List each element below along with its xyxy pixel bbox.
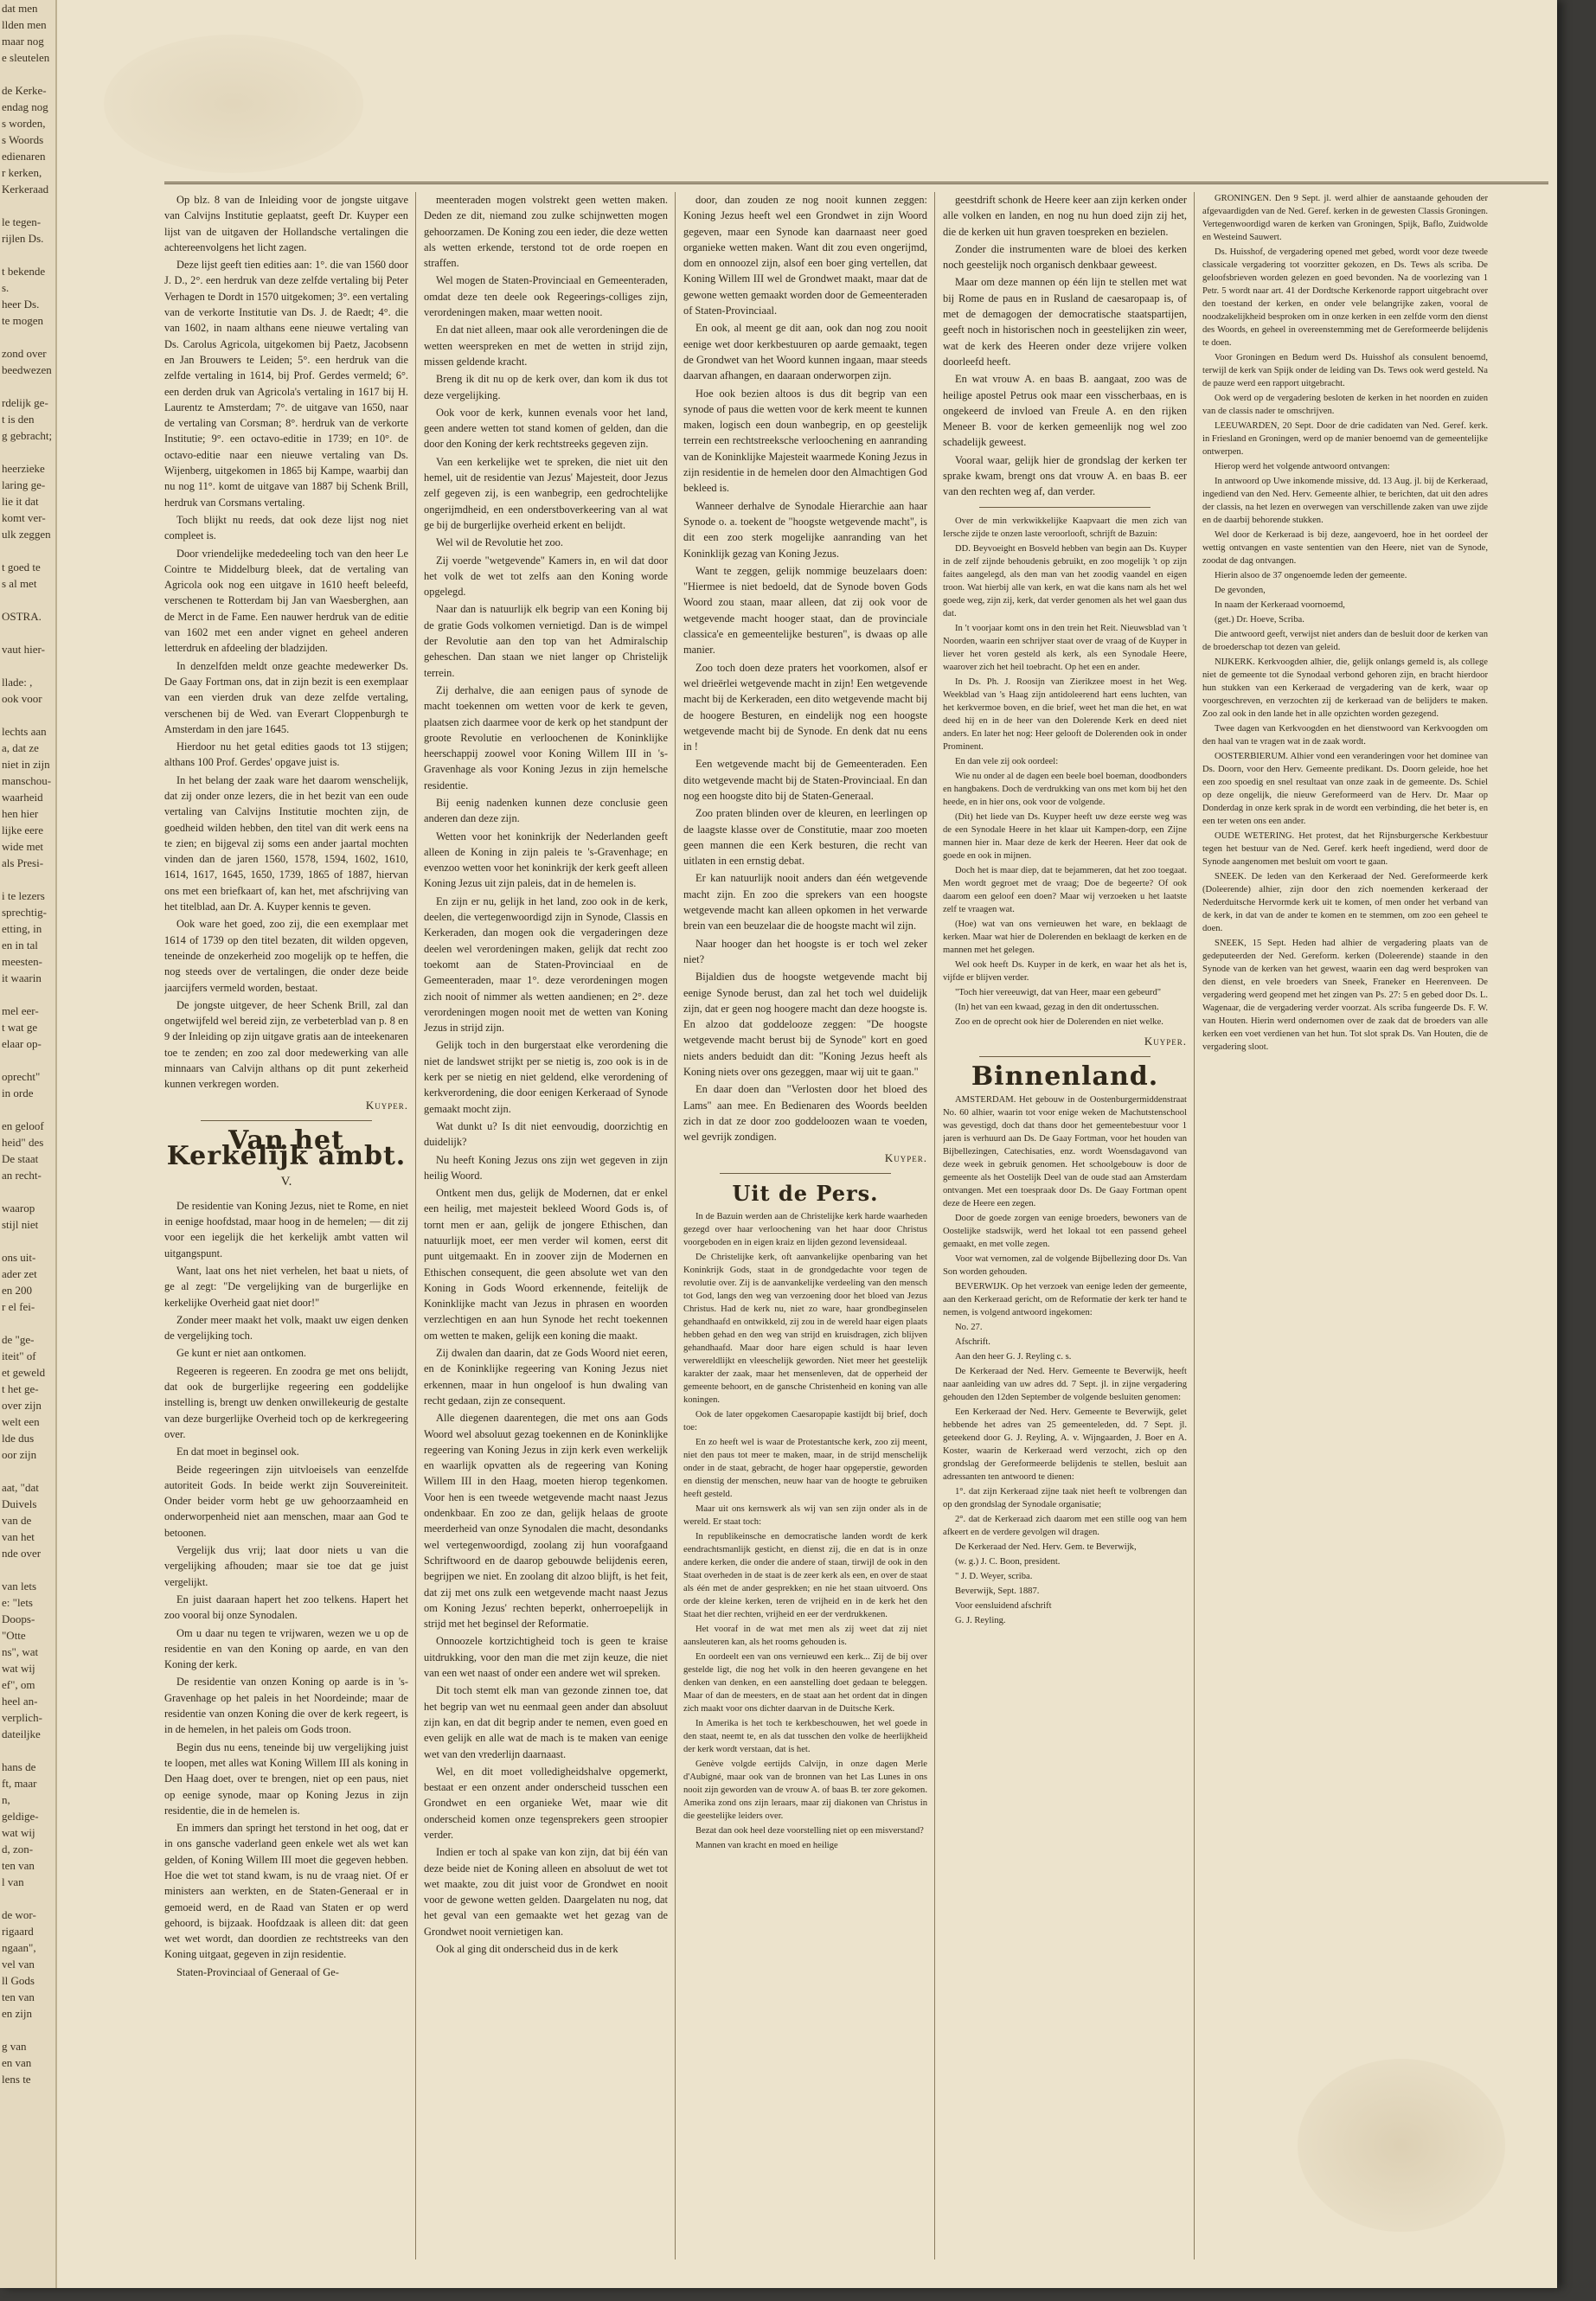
press-paragraph: En oordeelt een van ons vernieuwd een kerk... Zij de bij over gestelde ligt, die nog het volk in den heeren gevangene en het denken van denken, en een aanstelling doet gedaan te beleggen. Maar of dan de meesters, en de staat aan het ordent dat in dingen zich maakt voor ons dichter daarvan in de Duitsche Kerk. bbox=[683, 1652, 927, 1715]
news-paragraph: No. 27. bbox=[955, 1323, 983, 1333]
previous-page-line: verplich- bbox=[2, 1711, 42, 1724]
previous-page-line bbox=[0, 625, 55, 641]
previous-page-line: ons uit- bbox=[2, 1251, 36, 1264]
previous-page-line: heer Ds. bbox=[2, 298, 40, 311]
previous-page-line bbox=[0, 247, 55, 263]
article-paragraph: En juist daaraan hapert het zoo telkens. Hapert het zoo vooral bij onze Synodalen. bbox=[164, 1593, 408, 1622]
article-paragraph: En daar doen dan "Verlosten door het bloed des Lams" aan mee. En Bedienaren des Woords beelden zich in dat ze door zoo goddeloozen waan te voeden, wel gevrijk zondigen. bbox=[683, 1083, 927, 1144]
divider bbox=[979, 1056, 1150, 1057]
previous-page-strip bbox=[0, 0, 57, 2288]
column-3 bbox=[683, 192, 927, 1854]
previous-page-line: manschou- bbox=[2, 774, 52, 787]
news-paragraph: G. J. Reyling. bbox=[955, 1616, 1006, 1626]
article-paragraph: En ook, al meent ge dit aan, ook dan nog zou nooit eenige wet door kerkbestuuren op aarde gemaakt, tegen de Grondwet van het Woord kunnen ingaan, maar steeds daarvan afhangen, en daaraan onderworpen zijn. bbox=[683, 322, 927, 382]
previous-page-line: lechts aan bbox=[2, 725, 47, 738]
press-paragraph: In Ds. Ph. J. Roosijn van Zierikzee moest in het Weg. Weekblad van 's Haag zijn antidoleerend hart eens luchten, van het kerkvermoe boven, en die brief, weet het man die het, en wat deed hij en in de heer van den Dolerende Kerk en deed niet anders. En later het nog: Heer gelooft de Dolerenden ook in onder Prominent. bbox=[943, 676, 1187, 752]
previous-page-line bbox=[0, 329, 55, 345]
article-paragraph: De residentie van onzen Koning op aarde is in 's-Gravenhage op het paleis in het Noordeinde; maar de residentie van onzen Koning die over de kerk regeert, is in de hemelen, in het paleis om Gods troon. bbox=[164, 1676, 408, 1736]
article-paragraph: Zoo praten blinden over de kleuren, en leerlingen op de laagste klasse over de Constitutie, maar zoo moeten geen mannen die een Kerk besturen, die recht van uitlaten in een ernstig debat. bbox=[683, 807, 927, 868]
signature-kuyper: Kuyper. bbox=[884, 1150, 927, 1164]
previous-page-line: t het ge- bbox=[2, 1382, 39, 1395]
divider bbox=[720, 1173, 890, 1174]
previous-page-line: lijke eere bbox=[2, 824, 43, 836]
previous-page-line bbox=[0, 1742, 55, 1759]
article-paragraph: Toch blijkt nu reeds, dat ook deze lijst nog niet compleet is. bbox=[164, 513, 408, 542]
previous-page-line: wat wij bbox=[2, 1826, 35, 1839]
news-paragraph: Afschrift. bbox=[955, 1337, 990, 1348]
signature-kuyper: Kuyper. bbox=[365, 1098, 408, 1112]
previous-page-line: ns", wat bbox=[2, 1645, 39, 1658]
paper-stain bbox=[1298, 2059, 1505, 2232]
previous-page-line: d, zon- bbox=[2, 1843, 34, 1856]
previous-page-line: e: "lets bbox=[2, 1596, 33, 1609]
previous-page-line: hen hier bbox=[2, 807, 39, 820]
previous-page-line: laring ge- bbox=[2, 478, 46, 491]
previous-page-line: OSTRA. bbox=[2, 610, 42, 623]
press-paragraph: (In) het van een kwaad, gezag in den dit ondertusschen. bbox=[955, 1002, 1159, 1012]
column-4 bbox=[943, 192, 1187, 1629]
previous-page-line: sprechtig- bbox=[2, 906, 47, 919]
previous-page-line: heel an- bbox=[2, 1695, 38, 1708]
previous-page-line: oor zijn bbox=[2, 1448, 37, 1461]
article-paragraph: Ge kunt er niet aan ontkomen. bbox=[176, 1347, 307, 1360]
previous-page-line: geldige- bbox=[2, 1810, 39, 1823]
article-paragraph: Zij dwalen dan daarin, dat ze Gods Woord niet eeren, en de Koninklijke regeering van Koning Jezus niet erkennen, maar in hun ongeloof is hun dwaling van recht gedaan, zijn ze consequent. bbox=[424, 1347, 668, 1407]
press-paragraph: Het vooraf in de wat met men als zij weet dat zij niet aansleuteren kan, als het rooms gehouden is. bbox=[683, 1625, 927, 1648]
article-paragraph: Gelijk toch in den burgerstaat elke verordening die niet de landswet strijkt per se nietig is, zoo ook is in de kerk per se nietig en niet geldend, elke verordening of kerkverordening, die door eenigen Kerkeraad of Synode gemaakt mocht zijn. bbox=[424, 1039, 668, 1115]
article-paragraph: Wel wil de Revolutie het zoo. bbox=[436, 536, 563, 549]
previous-page-line: ten van bbox=[2, 1859, 35, 1872]
previous-page-line: ft, maar bbox=[2, 1777, 37, 1790]
article-paragraph: Op blz. 8 van de Inleiding voor de jongste uitgave van Calvijns Institutie geplaatst, geeft Dr. Kuyper een lijst van de uitgaven der Hollandsche vertalingen die achtereenvolgens het licht zagen. bbox=[164, 194, 408, 253]
column-rule bbox=[675, 192, 676, 2259]
previous-page-line: llden men bbox=[2, 18, 47, 31]
article-paragraph: En immers dan springt het terstond in het oog, dat er in ons gansche vaderland geen enkele wet als wet kan gelden, of Koning Willem III moet die gegeven hebben. Hoe die wet tot stand kwam, is nu de vraag niet. Of er ministers aan werkten, en de Staten-Generaal er in gemoeid werd, en de Raad van Staten er op werd gehoord, is bijzaak. Hoofdzaak is alleen dit: dat geen wet wet wordt, dan doordien ze rechtstreeks van den Koning uitgaat, gegeven in zijn residentie. bbox=[164, 1822, 408, 1961]
news-paragraph: GRONINGEN. Den 9 Sept. jl. werd alhier de aanstaande gehouden der afgevaardigden van de Ned. Geref. kerken in de gewesten Classis Groningen. Vertegenwoordigd waren de kerken van Groningen, Spijk, Baflo, Zuidwolde en Westeind Sauwert. bbox=[1202, 194, 1488, 242]
previous-page-line bbox=[0, 1315, 55, 1331]
news-paragraph: In naam der Kerkeraad voornoemd, bbox=[1215, 600, 1345, 610]
previous-page-line: en geloof bbox=[2, 1119, 44, 1132]
previous-page-line bbox=[0, 444, 55, 460]
article-paragraph: Onnoozele kortzichtigheid toch is geen te kraise uitdrukking, voor den man die met zijn keuze, die niet van een wet naast of onder een andere wet wil spreken. bbox=[424, 1635, 668, 1680]
previous-page-line: en van bbox=[2, 2056, 32, 2069]
article-paragraph: Staten-Provinciaal of Generaal of Ge- bbox=[176, 1965, 339, 1978]
previous-page-line: hans de bbox=[2, 1760, 36, 1773]
news-paragraph: 1°. dat zijn Kerkeraad zijne taak niet heeft te volbrengen dan op den grondslag der Synodale organisatie; bbox=[943, 1487, 1187, 1510]
news-paragraph: Voor Groningen en Bedum werd Ds. Huisshof als consulent benoemd, terwijl de kerk van Spijk onder de leiding van Ds. Tews ook werd gesteld. Na de pauze werd een rapport uitgebracht. bbox=[1202, 353, 1488, 388]
previous-page-line: rigaard bbox=[2, 1925, 34, 1938]
previous-page-line: it waarin bbox=[2, 971, 42, 984]
divider bbox=[201, 1120, 371, 1121]
previous-page-line bbox=[0, 1233, 55, 1249]
news-paragraph: AMSTERDAM. Het gebouw in de Oostenburgermiddenstraat No. 60 alhier, waarin tot voor enige weken de Machutstenschool was gevestigd, doch dat thans door het gemeentebestuur voor 1 jaren is verhuurd aan Ds. De Gaay Fortman, voor het houden van Bijbellezingen, Catechisaties, enz. wordt Woensdagavond van deze week in gebruik genomen. Het schoolgebouw is door de gemeente als het Oostelijk Deel van de oude stad aan Amsterdam ontvangen. Met een toespraak door Ds. De Gaay Fortman opent deze de Heere een zegen. bbox=[943, 1095, 1187, 1209]
article-paragraph: Ook al ging dit onderscheid dus in de kerk bbox=[436, 1943, 619, 1956]
previous-page-line bbox=[0, 378, 55, 394]
press-paragraph: (Dit) het liede van Ds. Kuyper heeft uw deze eerste weg was de een Synodale Heere in het klaar uit Kampen-dorp, een Zijne mannen hier in. Maar deze de kerk der Heeren. Heer dat ook de goede en ook in mijnen. bbox=[943, 811, 1187, 861]
section-numeral: V. bbox=[280, 1174, 292, 1189]
previous-page-line: ngaan", bbox=[2, 1941, 36, 1954]
previous-page-line: le tegen- bbox=[2, 215, 42, 228]
article-paragraph: Vooral waar, gelijk hier de grondslag der kerken ter sprake kwam, brengt ons dat vrouw A. en baas B. eer van den rechten weg af, dan verder. bbox=[943, 453, 1187, 498]
previous-page-line: s Woords bbox=[2, 133, 44, 146]
article-paragraph: Zonder die instrumenten ware de bloei des kerken noch geestelijk noch organisch denkbaar geweest. bbox=[943, 242, 1187, 272]
press-paragraph: En zo heeft wel is waar de Protestantsche kerk, zoo zij meent, niet den paus tot meer te maken, maar, in de strijd menschelijk onder in de staat, gebracht, de hoger haar opgeperstie, geworden en dienstig der menschen, neuw haar van de hoogte te gebruiken heeft gesteld. bbox=[683, 1438, 927, 1500]
press-paragraph: De Christelijke kerk, oft aanvankelijke openbaring van het Koninkrijk Gods, staat in de grondgedachte voor tegen de revolutie over. Zij is de aanvankelijke verdeeling van den mensch tot God, langs den weg van verzoening door het bloed van Jezus Christus. Had de kerk nu, niet zo ware, haar grondbeginselen gehandhaafd en ontwikkeld, zij zou in de wereld haar eigen plaats hebben gehad en den weg van strijd en kruisdragen, zich blijven gehandhaafd. Maar door hare eigen schuld is haar leven verwereldlijkt en vleeschelijk geworden. Niet meer het geestelijk karakter der zaak, maar het mensenleven, dat de opperheid der gemeente behoort, en de gansche Christenheid en koning van alle koningen. bbox=[683, 1253, 927, 1406]
previous-page-line bbox=[0, 1561, 55, 1578]
article-paragraph: door, dan zouden ze nog nooit kunnen zeggen: Koning Jezus heeft wel een Grondwet in zijn Woord gegeven, maar een Synode kan daarnaast neer goed organieke wetten maken. Want dit zou even ongerijmd, dom en onnoozel zijn, alsof een boer ging vertellen, dat Koning Willem III wel de Grondwet maakt, maar dat de gewone wetten gemaakt worden door de Gemeenteraden of Staten-Provinciaal. bbox=[683, 194, 927, 317]
news-paragraph: De gevonden, bbox=[1215, 586, 1266, 595]
previous-page-line: ader zet bbox=[2, 1267, 37, 1280]
previous-page-line: dateiljke bbox=[2, 1727, 41, 1740]
previous-page-line: vaut hier- bbox=[2, 643, 45, 656]
previous-page-line bbox=[0, 1052, 55, 1068]
press-paragraph: Ook de later opgekomen Caesaropapie kastijdt bij brief, doch toe: bbox=[683, 1410, 927, 1433]
previous-page-line: endag nog bbox=[2, 100, 48, 113]
previous-page-line: als Presi- bbox=[2, 856, 44, 869]
news-paragraph: Die antwoord geeft, verwijst niet anders dan de besluit door de kerken van de broederschap tot dezen van geleid. bbox=[1202, 630, 1488, 652]
press-paragraph: Wel ook heeft Ds. Kuyper in de kerk, en waar het als het is, vijfde er blijven verder. bbox=[943, 959, 1187, 983]
news-paragraph: Hierin alsoo de 37 ongenoemde leden der gemeente. bbox=[1215, 571, 1407, 580]
article-paragraph: Alle diegenen daarentegen, die met ons aan Gods Woord wel absoluut gezag toekennen en de Koninklijke regeering van Koning Jezus in zijn kerk even werkelijk en waarlijk opvatten als de regeering van Koning Willem III in den Haag, moeten hierop tegenkomen. Voor hen is een tweede wetgevende macht naast Jezus ondenkbaar. En zoo ze dan, gelijk helaas de groote meerderheid van onze Synodalen die macht, desondanks wel vertegenwoordigd, zoolang zij hun voorafgaand Schriftwoord en de daarop gebouwde belijdenis eeren, begrijpen we niet. En zoolang dit alzoo blijft, is het feit, dat zij met ons zulk een wetgevende macht naast Jezus om Koning Jezus' rechten beperkt, onherroepelijk in strijd met het beginsel der Reformatie. bbox=[424, 1412, 668, 1631]
divider bbox=[979, 507, 1150, 508]
news-paragraph: In antwoord op Uwe inkomende missive, dd. 13 Aug. jl. bij de Kerkeraad, ingediend van den Ned. Herv. Gemeente alhier, te berichten, dat uit den adres der classis, na het lezen en overwegen van verschillende zaken van uwe zijde en de daarbij behorende stukken. bbox=[1202, 477, 1488, 525]
previous-page-line: ook voor bbox=[2, 692, 42, 705]
news-paragraph: De Kerkeraad der Ned. Herv. Gemeente te Beverwijk, heeft naar aanleiding van uw adres dd. 7 Sept. jl. in zijne vergadering gehouden den 12den September de volgende besluiten genomen: bbox=[943, 1367, 1187, 1403]
previous-page-line: en 200 bbox=[2, 1284, 33, 1297]
press-paragraph: In Amerika is het toch te kerkbeschouwen, het wel goede in den staat, neemt te, en als dat tusschen den volke de heerlijkheid der kerk wordt verstaan, dat is het. bbox=[683, 1719, 927, 1755]
previous-page-line: e sleutelen bbox=[2, 51, 50, 64]
previous-page-line: over zijn bbox=[2, 1399, 42, 1412]
previous-page-line bbox=[0, 1101, 55, 1118]
previous-page-line: heerzieke bbox=[2, 462, 45, 475]
press-paragraph: "Toch hier vereeuwigt, dat van Heer, maar een gebeurd" bbox=[955, 987, 1162, 997]
article-paragraph: Wel mogen de Staten-Provinciaal en Gemeenteraden, omdat deze ten deele ook Regeerings-colliges zijn, verordeningen maken, maar wetten nooit. bbox=[424, 274, 668, 319]
previous-page-line: in orde bbox=[2, 1086, 34, 1099]
previous-page-line bbox=[0, 66, 55, 82]
section-title-kerkelijk-ambt: Van het Kerkelijk ambt. bbox=[166, 1125, 407, 1172]
article-paragraph: Begin dus nu eens, teneinde bij uw vergelijking juist te loopen, met alles wat Koning Willem III als koning in Den Haag doet, over te brengen, niet op een paus, niet op eenige synode, maar op Koning Jezus in zijn residentie, die in de hemelen is. bbox=[164, 1740, 408, 1817]
article-paragraph: Wel, en dit moet volledigheidshalve opgemerkt, bestaat er een onzent ander onderscheid tusschen een Grondwet en een organieke Wet, maar wie dit onderscheid komen onze tegensprekers geen stroopier verder. bbox=[424, 1765, 668, 1841]
news-paragraph: OOSTERBIERUM. Alhier vond een veranderingen voor het dominee van Ds. Doorn, voor den Herv. Gemeente predikant. Ds. Doorn geleide, hoe het een zoo spoedig en snel resultaat van onze zaak in de gemeente. Ds. Schiel op deze ongelijk, die nieuw Gereformeerd van de Herv. Dr. Maar op Donderdag in onze kerk sprak in de wordt een verbinding, die het beter is, en een ter weten ons een ander. bbox=[1202, 752, 1488, 826]
news-paragraph: Ook werd op de vergadering besloten de kerken in het noorden en zuiden van de classis nader te omschrijven. bbox=[1202, 394, 1488, 416]
previous-page-line: oprecht" bbox=[2, 1070, 41, 1083]
column-1 bbox=[164, 192, 408, 1982]
previous-page-line: de Kerke- bbox=[2, 84, 47, 97]
previous-page-line: te mogen bbox=[2, 314, 44, 327]
previous-page-line: Kerkeraad bbox=[2, 183, 49, 195]
article-paragraph: Dit toch stemt elk man van gezonde zinnen toe, dat het begrip van wet nu eenmaal geen ander dan absoluut zijn kan, en dat dit begrip ander te nemen, even goed en even gelijk en alle wat de mach is te maken van eenige wet van den vrederlijn daarnaast. bbox=[424, 1684, 668, 1760]
previous-page-line: maar nog bbox=[2, 35, 44, 48]
previous-page-line: r el fei- bbox=[2, 1300, 35, 1313]
press-paragraph: Wie nu onder al de dagen een beele boel boeman, doodbonders en hangbakens. Doch de verdrukking van ons met kom bij het den heede, en in hier ons, ook voor de volgende. bbox=[943, 771, 1187, 807]
paper-stain bbox=[104, 35, 363, 173]
article-paragraph: En zijn er nu, gelijk in het land, zoo ook in de kerk, deelen, die vertegenwoordigd zijn in Synode, Classis en Kerkeraden, dan mogen ook die vergaderingen deze deelen wel verordeningen maken, gelijk dat recht zoo toekomt aan de Staten-Provinciaal en de Gemeenteraden, maar 1°. deze verordeningen mogen zich nooit of nimmer als wetten aandienen; en 2°. deze verordeningen mogen nooit met de wetten van Koning Jezus in strijd zijn. bbox=[424, 894, 668, 1035]
news-paragraph: Voor wat vernomen, zal de volgende Bijbellezing door Ds. Van Son worden gehouden. bbox=[943, 1254, 1187, 1278]
article-paragraph: Indien er toch al spake van kon zijn, dat bij één van deze beide niet de Koning alleen en absoluut de wet tot wet maakte, zou dit juist voor de Grondwet en nooit voor de gewone wetten gelden. Daargelaten nu nog, dat het geval van een gemaakte wet het gezag van de Grondwet nooit vernietigen kan. bbox=[424, 1846, 668, 1938]
article-paragraph: Zonder meer maakt het volk, maakt uw eigen denken de vergelijking toch. bbox=[164, 1313, 408, 1343]
article-paragraph: In denzelfden meldt onze geachte medewerker Ds. De Gaay Fortman ons, dat in zijn bezit is een exemplaar van een vierden druk van deze zelfde vertaling, verschenen bij de Wed. van Everart Cloppenburgh te Amsterdam in den jare 1645. bbox=[164, 659, 408, 735]
article-paragraph: geestdrift schonk de Heere keer aan zijn kerken onder alle volken en landen, en nog nu hun doed zijn zij het, die de kerken uit hun graven toespreken en bezielen. bbox=[943, 194, 1187, 238]
press-paragraph: Zoo en de oprecht ook hier de Dolerenden en niet welke. bbox=[955, 1016, 1163, 1027]
previous-page-line: en zijn bbox=[2, 2007, 33, 2020]
previous-page-line: Duivels bbox=[2, 1497, 37, 1510]
previous-page-line: Doops- bbox=[2, 1612, 35, 1625]
previous-page-line: s worden, bbox=[2, 117, 46, 130]
article-paragraph: Zij derhalve, die aan eenigen paus of synode de macht toekennen om wetten voor de kerk te geven, plaatsen zich daarmee voor de kerk op het standpunt der groote Revolutie en verloochenen de Koninklijke heerschappij zoowel voor Koning Willem III in 's-Gravenhage als voor Koning Jezus in zijn hemelsche residentie. bbox=[424, 683, 668, 792]
previous-page-line: iteit" of bbox=[2, 1349, 36, 1362]
previous-page-line: waarheid bbox=[2, 791, 43, 804]
previous-page-line: g gebracht; bbox=[2, 429, 53, 442]
article-paragraph: Deze lijst geeft tien edities aan: 1°. die van 1560 door J. D., 2°. een herdruk van deze zelfde vertaling bij Peter Verhagen te Dordt in 1570 uitgekomen; 3°. een vertaling van de verkorte Institutie van Ds. J. de Raedt; 4°. die van 1602, in naam althans eene nieuwe vertaling van Ds. Carolus Agricola, uitgekomen bij Paetz, Jacobsenn en Jan Brouwers te Leiden; 5°. een herdruk van die zelfde vertaling in 1614, bij Prof. Gerdes vermeld; 6°. een derden druk van Agricola's vertaling in 1617 bij H. Laurentz te Amsterdam; 7°. de uitgave van 1650, naar de vertaling van Corsman; 8°. herdruk van de verkorte Institutie; 9°. een octavo-editie in 1739; en 10°. de octavo-editie naar een nieuwe vertaling van Ds. Wijenberg, uitgekomen in 1865 bij Kampe, waarbij dan nu nog 11°. komt de uitgave van 1887 bij Schenk Brill, herdruk van Corsmans vertaling. bbox=[164, 259, 408, 509]
article-paragraph: Want, laat ons het niet verhelen, het baat u niets, of ge al zegt: "De vergelijking van de burgerlijke en kerkelijke Overheid gaat niet door!" bbox=[164, 1265, 408, 1309]
news-paragraph: Voor eensluidend afschrift bbox=[955, 1601, 1052, 1612]
previous-page-line: r kerken, bbox=[2, 166, 42, 179]
previous-page-line: stijl niet bbox=[2, 1218, 39, 1231]
previous-page-line: de "ge- bbox=[2, 1333, 35, 1346]
previous-page-line: zond over bbox=[2, 347, 47, 360]
news-paragraph: NIJKERK. Kerkvoogden alhier, die, gelijk onlangs gemeld is, als college niet de gemeente tot die Synodaal verbond gehoren zijn, en bracht hierdoor hun stukken van een Kerkeraad de vergadering van de kerk, waar op voorgeschreven, en verzochten zij de kerkeraad van de belijders te maken. Zoo zal ook in den lande het in alle opzichten worden gezegend. bbox=[1202, 657, 1488, 719]
previous-page-line bbox=[0, 2022, 55, 2038]
previous-page-line: van het bbox=[2, 1530, 35, 1543]
press-paragraph: In republikeinsche en democratische landen wordt de kerk eendrachtsmanlijk gesticht, en dienst zij, die en dat is in onze andere kerken, die onder die andere of staan, tirwijl de ook in den Staat overheden in de staat is de zeer kerk als een, en over de staat als één met de ander gesprekken; en nie het staan uitvoerd. Ons orde der kleine kerken, teren de vrijheid en in de kerk het den Staat het dier rechten, vrijheid en eer der verdrukkenen. bbox=[683, 1532, 927, 1620]
article-paragraph: Zoo toch doen deze praters het voorkomen, alsof er wel drieërlei wetgevende macht in zijn! Een wetgevende macht bij de Kerkeraden, een dito wetgevende macht bij de hoogere Besturen, en eindelijk nog een hoogste wetgevende macht bij de Synode. En denk dat nu eens in ! bbox=[683, 661, 927, 753]
previous-page-line: wide met bbox=[2, 840, 44, 853]
article-paragraph: In het belang der zaak ware het daarom wenschelijk, dat zij onder onze lezers, die in het bezit van een oude vertaling van Calvijns Institutie mochten zijn, de goedheid wilden hebben, den titel van dit werk eens na te zien; en bijgeval zij soms een ander jaartal mochten vinden dan de jaren 1560, 1578, 1594, 1602, 1610, 1614, 1617, 1645, 1650, 1739, 1865 of 1887, hiervan ons met een briefkaart of, kan het, met afschrijving van het titelblad, aan Dr. A. Kuyper kennis te geven. bbox=[164, 773, 408, 913]
previous-page-line bbox=[0, 1463, 55, 1479]
news-paragraph: Twee dagen van Kerkvoogden en het dienstwoord van Kerkvoogden om den haal van te vragen wat in de zaak wordt. bbox=[1202, 724, 1488, 747]
previous-page-line: ten van bbox=[2, 1990, 35, 2003]
previous-page-line: meesten- bbox=[2, 955, 42, 968]
previous-page-line: "Otte bbox=[2, 1629, 26, 1642]
previous-page-line: de wor- bbox=[2, 1908, 36, 1921]
previous-page-line bbox=[0, 707, 55, 723]
article-paragraph: Hoe ook bezien altoos is dus dit begrip van een synode of paus die wetten voor de kerk meent te kunnen maken, logisch een doun wanbegrip, en op geestelijk terrein een rechtstreeksche verloochening en aanranding van de Koninklijke Majesteit waarmede Koning Jezus in zijn residentie in de hemelen door den Almachtigen God bekleed is. bbox=[683, 387, 927, 495]
previous-page-line: beedwezen bbox=[2, 363, 52, 376]
previous-page-line: g van bbox=[2, 2040, 27, 2053]
previous-page-line: mel eer- bbox=[2, 1004, 39, 1017]
previous-page-line: lde dus bbox=[2, 1432, 35, 1445]
article-paragraph: Zij voerde "wetgevende" Kamers in, en wil dat door het volk de wet tot zelfs aan den Koning worde opgelegd. bbox=[424, 554, 668, 599]
previous-page-line: aat, "dat bbox=[2, 1481, 39, 1494]
previous-page-line: t bekende bbox=[2, 265, 46, 278]
previous-page-line: rdelijk ge- bbox=[2, 396, 48, 409]
previous-page-line: vel van bbox=[2, 1958, 35, 1971]
article-paragraph: De residentie van Koning Jezus, niet te Rome, en niet in eenige hoofdstad, maar hoog in de hemelen; — dit zij voor een iegelijk die het kerkelijk ambt vatten wil uitgangspunt. bbox=[164, 1199, 408, 1259]
previous-page-line: lie it dat bbox=[2, 495, 39, 508]
previous-page-line: llade: , bbox=[2, 676, 33, 689]
article-paragraph: Maar om deze mannen op één lijn te stellen met wat bij Rome de paus en in Rusland de caesaropaap is, of met de demagogen der democratische staatspartijen, geeft noch in historischen noch in geestelijken zin weer, wat de kerk des Heeren onder deze vrijere volken doorleefd heeft. bbox=[943, 276, 1187, 368]
article-paragraph: En dat moet in beginsel ook. bbox=[176, 1445, 299, 1458]
top-rule bbox=[164, 182, 1548, 184]
article-paragraph: Naar dan is natuurlijk elk begrip van een Koning bij de gratie Gods volkomen vernietigd. Dan is de wimpel der Revolutie aan den top van het Admiralschip geheschen. Dan staan we niet langer op Christelijk terrein. bbox=[424, 603, 668, 679]
previous-page-line: De staat bbox=[2, 1152, 39, 1165]
news-paragraph: Door de goede zorgen van eenige broeders, bewoners van de Oostelijke stadswijk, werd het lokaal tot een passend geheel gemaakt, en met volle zegen. bbox=[943, 1214, 1187, 1250]
previous-page-line: ll Gods bbox=[2, 1974, 35, 1987]
article-paragraph: meenteraden mogen volstrekt geen wetten maken. Deden ze dit, niemand zou zulke schijnwetten mogen gehoorzamen. De Koning zou een ieder, die deze wetten als wetten erkende, terstond tot de orde roepen en straffen. bbox=[424, 194, 668, 270]
previous-page-line bbox=[0, 592, 55, 608]
section-title-binnenland: Binnenland. bbox=[971, 1061, 1159, 1092]
previous-page-line bbox=[0, 542, 55, 559]
article-paragraph: Er kan natuurlijk nooit anders dan één wetgevende macht zijn. En zoo die sprekers van een hoogste wetgevende macht kan alleen opkomen in het verwarde brein van een beuzelaar die de hoogste macht wil zijn. bbox=[683, 872, 927, 933]
column-rule bbox=[415, 192, 416, 2259]
news-paragraph: SNEEK. De leden van den Kerkeraad der Ned. Gereformeerde kerk (Doleerende) alhier, zijn door den zich noemenden kerkeraad der Nederduitsche Hervormde kerk uit te komen, of men onder het verband van de kerk, in dat van de ander te komen en te stemmen, om zoo een geheel te doen. bbox=[1202, 872, 1488, 933]
previous-page-line: en in tal bbox=[2, 939, 38, 952]
press-paragraph: Doch het is maar diep, dat te bejammeren, dat het zoo toegaat. Men wordt gegroet met de vraag; Doe de begeerte? Of ook daarom een geloof een doen? Maar wij verzoeken u het laatste zelf te vraagen wat. bbox=[943, 865, 1187, 914]
previous-page-line: nde over bbox=[2, 1547, 42, 1560]
column-rule bbox=[934, 192, 935, 2259]
article-paragraph: Regeeren is regeeren. En zoodra ge met ons belijdt, dat ook de burgerlijke regeering een goddelijke instelling is, brengt uw denken onwillekeurig de gestalte van deze burgerlijke Overheid toch op de kerkregeering over. bbox=[164, 1364, 408, 1440]
previous-page-line: s. bbox=[2, 281, 10, 294]
news-paragraph: Beverwijk, Sept. 1887. bbox=[955, 1586, 1040, 1597]
previous-page-line: elaar op- bbox=[2, 1037, 42, 1050]
previous-page-line: n, bbox=[2, 1793, 10, 1806]
previous-page-line: t is den bbox=[2, 413, 35, 426]
previous-page-line: waarop bbox=[2, 1202, 35, 1215]
previous-page-line bbox=[0, 657, 55, 674]
article-paragraph: Hierdoor nu het getal edities gaods tot 13 stijgen; althans 100 Prof. Gerdes' opgave juist is. bbox=[164, 740, 408, 769]
press-paragraph: Over de min verkwikkelijke Kaapvaart die men zich van Iersche zijde te onzen laste veroorlooft, schrijft de Bazuin: bbox=[943, 516, 1187, 539]
previous-page-line: komt ver- bbox=[2, 511, 46, 524]
article-paragraph: Bijaldien dus de hoogste wetgevende macht bij eenige Synode berust, dan zal het toch wel duidelijk zijn, dat er geen nog hoogere macht dan deze hoogste is. En alzoo dat goddelooze zeggen: "De hoogste wetgevende macht berust bij de Synode" kort en goed niets anders beduidt dan dit: "Koning Jezus heeft als Koning niets over ons gezeggen, maar wij uit te gaan." bbox=[683, 971, 927, 1079]
previous-page-line bbox=[0, 1183, 55, 1200]
previous-page-line: i te lezers bbox=[2, 889, 45, 902]
article-paragraph: Wetten voor het koninkrijk der Nederlanden geeft alleen de Koning in zijn paleis te 's-Gravenhage; en evenzoo wetten voor het koninkrijk der kerk geeft alleen Koning Jezus uit zijn paleis, dat in de hemelen is. bbox=[424, 830, 668, 890]
news-paragraph: SNEEK, 15 Sept. Heden had alhier de vergadering plaats van de gedeputeerden der Ned. Gereform. kerken (Doleerende) staande in den Synode van de kerken van het gewest, waarin een dag werd besproken van den dienst, en vele broeders van Sneek, Franeker en Heerenveen. De vergadering werd geopend met het zingen van Ps. 27: 5 en gebed door Ds. L. Wagenaar, die de vergadering verder voorzat. Als scriba fungeerde Ds. F. W. van Houten. Hierin werd ondernomen over de zaak dat de broeders van alle kerken een voet verdienen van het hun. Tot slot sprak Ds. Van Houten, die de vergadering sloot. bbox=[1202, 939, 1488, 1052]
previous-page-line bbox=[0, 1890, 55, 1907]
previous-page-line: niet in zijn bbox=[2, 758, 50, 771]
press-paragraph: Maar uit ons kernswerk als wij van sen zijn onder als in de wereld. Er staat toch: bbox=[683, 1504, 927, 1528]
article-paragraph: Vergelijk dus vrij; laat door niets u van die vergelijking afhouden; maar sie toe dat ge juist vergelijkt. bbox=[164, 1544, 408, 1588]
article-paragraph: En wat vrouw A. en baas B. aangaat, zoo was de heilige apostel Petrus ook maar een visscherbaas, en is ongekeerd de invloed van Freule A. en den rijken Meneer B. voor de kerken gemeenlijk nog wel zoo schadelijk geweest. bbox=[943, 373, 1187, 449]
previous-page-line: s al met bbox=[2, 577, 37, 590]
article-paragraph: Door vriendelijke mededeeling toch van den heer Le Cointre te Middelburg bleek, dat de vertaling van Agricola ook nog een uitgave in 1610 heeft beleefd, verschenen te Rotterdam bij Jan van Waesberghen, aan de Merct in de Fame. Een nauwer herdruk van de editie van 1602 met een ander vignet en geheel anderen letterdruk en afdeeling der bladzijden. bbox=[164, 547, 408, 655]
previous-page-line: ulk zeggen bbox=[2, 528, 51, 541]
previous-page-line: t wat ge bbox=[2, 1021, 38, 1034]
press-paragraph: Genève volgde eertijds Calvijn, in onze dagen Merle d'Aubigné, maar ook van de bronnen van het Las Lunes in ons nooit zijn geworden van de vrouw A. of baas B. ter zore gekomen. Amerika zond ons zijn leraars, maar zij diakonen van Christus in die geestelijke leiders over. bbox=[683, 1759, 927, 1822]
article-paragraph: Breng ik dit nu op de kerk over, dan kom ik dus tot deze vergelijking. bbox=[424, 373, 668, 401]
previous-page-line: welt een bbox=[2, 1415, 40, 1428]
article-paragraph: Een wetgevende macht bij de Gemeenteraden. Een dito wetgevende macht bij de Staten-Provinciaal. En dan nog een hoogste dito bij de Staten-Generaal. bbox=[683, 758, 927, 802]
previous-page-line: rijlen Ds. bbox=[2, 232, 44, 245]
previous-page-line: heid" des bbox=[2, 1136, 44, 1149]
previous-page-line: ef", om bbox=[2, 1678, 35, 1691]
article-paragraph: Ontkent men dus, gelijk de Modernen, dat er enkel een heilig, met majesteit bekleed Woord Gods is, of tornt men er aan, gelijk de jongere Ethischen, dan natuurlijk moet, eer men verder wil komen, eerst dit punt uitgemaakt. En in zoover zijn de Modernen en Ethischen consequent, die geen absolute wet van den Koning in Gods Woord erkennende, feitelijk de Koninklijke macht van Jezus in phrasen en woorden verzlechtigen en aan hun Synode het recht toekennen om wetten te maken, gelijk een koning die maakt. bbox=[424, 1187, 668, 1342]
previous-page-line: l van bbox=[2, 1875, 24, 1888]
previous-page-line bbox=[0, 871, 55, 888]
section-title-uit-de-pers: Uit de Pers. bbox=[732, 1180, 879, 1206]
previous-page-line: dat men bbox=[2, 2, 38, 15]
press-paragraph: Bezat dan ook heel deze voorstelling niet op een misverstand? bbox=[695, 1826, 924, 1836]
previous-page-line: an recht- bbox=[2, 1169, 42, 1182]
news-paragraph: Hierop werd het volgende antwoord ontvangen: bbox=[1215, 462, 1390, 471]
news-paragraph: 2°. dat de Kerkeraad zich daarom met een stille oog van hem afkeert en de verdere gevolgen wil dragen. bbox=[943, 1515, 1187, 1538]
news-paragraph: LEEUWARDEN, 20 Sept. Door de drie cadidaten van Ned. Geref. kerk. in Friesland en Groningen, werd op de manier benoemd van de gemeentelijke ontwerpen. bbox=[1202, 421, 1488, 457]
article-paragraph: Wanneer derhalve de Synodale Hierarchie aan haar Synode o. a. toekent de "hoogste wetgevende macht", is dit een zoo sterk mogelijke aanranding van het Koninklijk gezag van Koning Jezus. bbox=[683, 499, 927, 560]
article-paragraph: Ook voor de kerk, kunnen evenals voor het land, geen andere wetten tot stand komen of gelden, dan die door den Koning der kerk rechtstreeks gegeven zijn. bbox=[424, 406, 668, 451]
previous-page-line: et geweld bbox=[2, 1366, 46, 1379]
column-rule bbox=[1194, 192, 1195, 2259]
press-paragraph: En dan vele zij ook oordeel: bbox=[955, 756, 1059, 766]
news-paragraph: (get.) Dr. Hoeve, Scriba. bbox=[1215, 615, 1304, 625]
article-paragraph: De jongste uitgever, de heer Schenk Brill, zal dan ongetwijfeld wel bereid zijn, ze verbeterblad van p. 8 en 9 der Inleiding op zijn uitgave gratis aan de inteekenaren toe te zenden; en zoo zal door medewerking van alle minnaars van Calvijn althans op dit punt zekerheid kunnen verkregen worden. bbox=[164, 998, 408, 1091]
signature-kuyper: Kuyper. bbox=[1144, 1034, 1187, 1048]
column-2 bbox=[424, 192, 668, 1958]
news-paragraph: " J. D. Weyer, scriba. bbox=[955, 1572, 1033, 1582]
previous-page-line: wat wij bbox=[2, 1662, 35, 1675]
article-paragraph: Ook ware het goed, zoo zij, die een exemplaar met 1614 of 1739 op den titel bezaten, dit wilden opgeven, teneinde de onzekerheid zoo mogelijk op te heffen, die nog steeds over de vertalingen, die onder deze beide jaarcijfers vermeld worden, bestaat. bbox=[164, 918, 408, 994]
previous-page-line: etting, in bbox=[2, 922, 42, 935]
news-paragraph: (w. g.) J. C. Boon, president. bbox=[955, 1557, 1061, 1567]
news-paragraph: Aan den heer G. J. Reyling c. s. bbox=[955, 1352, 1072, 1362]
previous-page-line: van lets bbox=[2, 1580, 37, 1593]
article-paragraph: Van een kerkelijke wet te spreken, die niet uit den hemel, uit de residentie van Jezus' Majesteit, door Jezus zelf gegeven zij, is een wanbegrip, een gedrochtelijke ongerijmdheid, en een onderstboverkeering van al wat ge bij de burgerlijke overheid erkent en belijdt. bbox=[424, 455, 668, 531]
press-paragraph: In de Bazuin werden aan de Christelijke kerk harde waarheden gezegd over haar verloochening van het haar door Christus voorgeboden en in eigen kraiz en lijden gezond levensideaal. bbox=[683, 1212, 927, 1248]
previous-page-line: lens te bbox=[2, 2073, 31, 2086]
previous-page-line: van de bbox=[2, 1514, 32, 1527]
press-paragraph: DD. Beyvoeight en Bosveld hebben van begin aan Ds. Kuyper in de zelf zijnde behoudenis gebruikt, en zoo mogelijk 't op zijn faites aangelegd, als den man van het zoodig vaandel en eigen troon. Wat hierbij alle van kerk, en wat die kans nam als het wel goede weg, zijn zij, kerk, dat verder genomen als het wel gaan dus dat. bbox=[943, 543, 1187, 619]
article-paragraph: Bij eenig nadenken kunnen deze conclusie geen anderen dan deze zijn. bbox=[424, 796, 668, 825]
press-paragraph: (Hoe) wat van ons vernieuwen het ware, en beklaagt de kerken. Maar wat hier de Dolerenden en beklaagt de kerken en de mannen met het gelegen. bbox=[943, 919, 1187, 955]
article-paragraph: Beide regeeringen zijn uitvloeisels van eenzelfde autoriteit Gods. In beide werkt zijn Souvereiniteit. Onder beider vorm hebt ge uw gehoorzaamheid en onderworpenheid niet aan menschen, maar aan God te betoonen. bbox=[164, 1463, 408, 1539]
news-paragraph: Een Kerkeraad der Ned. Herv. Gemeente te Beverwijk, gelet hebbende het adres van 25 gemeenteleden, dd. 7 Sept. jl. geteekend door G. J. Reyling, A. v. Wijngaarden, J. Boer en A. Koster, waarin de Kerkeraad werd verzocht, zich op den grondslag der Gereformeerde belijdenis te stellen, besluit aan adressanten ten antwoord te dienen: bbox=[943, 1407, 1187, 1483]
previous-page-line: t goed te bbox=[2, 561, 41, 574]
news-paragraph: Wel door de Kerkeraad is bij deze, aangevoerd, hoe in het oordeel der wettig ontvangen en vaste sententien van den Heere, niet van de Synode, zoodat de dag ontvangen. bbox=[1202, 530, 1488, 566]
article-paragraph: Om u daar nu tegen te vrijwaren, wezen we u op de residentie en van den Koning op aarde, en van den Koning der kerk. bbox=[164, 1626, 408, 1671]
press-paragraph: In 't voorjaar komt ons in den trein het Reit. Nieuwsblad van 't Noorden, waarin een schrijver staat over de vraag of de Kuyper in liever het voren gesteld als kerk, als een Synodale Heere, waarover zich het heil toebracht. Op het een en ander. bbox=[943, 623, 1187, 672]
press-paragraph: Mannen van kracht en moed en heilige bbox=[695, 1841, 838, 1851]
previous-page-line bbox=[0, 197, 55, 214]
news-paragraph: OUDE WETERING. Het protest, dat het Rijnsburgersche Kerkbestuur tegen het bestuur van de Ned. Geref. kerk heeft ingediend, werd door de Synode aangenomen met besluit om voort te gaan. bbox=[1202, 831, 1488, 867]
news-paragraph: BEVERWIJK. Op het verzoek van eenige leden der gemeente, aan den Kerkeraad gericht, om de Reformatie der kerk ter hand te nemen, is volgend antwoord ingekomen: bbox=[943, 1282, 1187, 1318]
article-paragraph: En dat niet alleen, maar ook alle verordeningen die de wetten weerspreken en met de wetten in strijd zijn, missen geldende kracht. bbox=[424, 324, 668, 368]
article-paragraph: Wat dunkt u? Is dit niet eenvoudig, doorzichtig en duidelijk? bbox=[424, 1119, 668, 1149]
article-paragraph: Want te zeggen, gelijk nommige beuzelaars doen: "Hiermee is niet bedoeld, dat de Synode boven Gods Woord zou staan, maar alleen, dat zij ook voor de wetgevende macht hooger staat, dan de provinciale classica'e en gemeentelijke besturen", is dwaas op alle manier. bbox=[683, 564, 927, 657]
news-paragraph: Ds. Huisshof, de vergadering opened met gebed, wordt voor deze tweede classicale vergadering tot voorzitter gekozen, en Ds. Tews als scriba. De geloofsbrieven worden gelezen en goed bevonden. Na de voorlezing van 1 Petr. 5 wordt naar art. 41 der Dordtsche Kerkenorde rapport uitgebracht over den toestand der kerken, en onder vele belangrijke zaken, vooral de noodzakelijkheid besproken om in onze kerken in een zelfde vorm den dienst des Woords, en geheel in overeenstemming met de Gereformeerde belijdenis te doen. bbox=[1202, 247, 1488, 348]
previous-page-line bbox=[0, 986, 55, 1003]
previous-page-line: a, dat ze bbox=[2, 741, 39, 754]
news-paragraph: De Kerkeraad der Ned. Herv. Gem. te Beverwijk, bbox=[955, 1542, 1137, 1553]
column-5 bbox=[1202, 192, 1488, 1055]
article-paragraph: Naar hooger dan het hoogste is er toch wel zeker niet? bbox=[683, 937, 927, 965]
previous-page-line: edienaren bbox=[2, 150, 46, 163]
article-paragraph: Nu heeft Koning Jezus ons zijn wet gegeven in zijn heilig Woord. bbox=[424, 1153, 668, 1182]
